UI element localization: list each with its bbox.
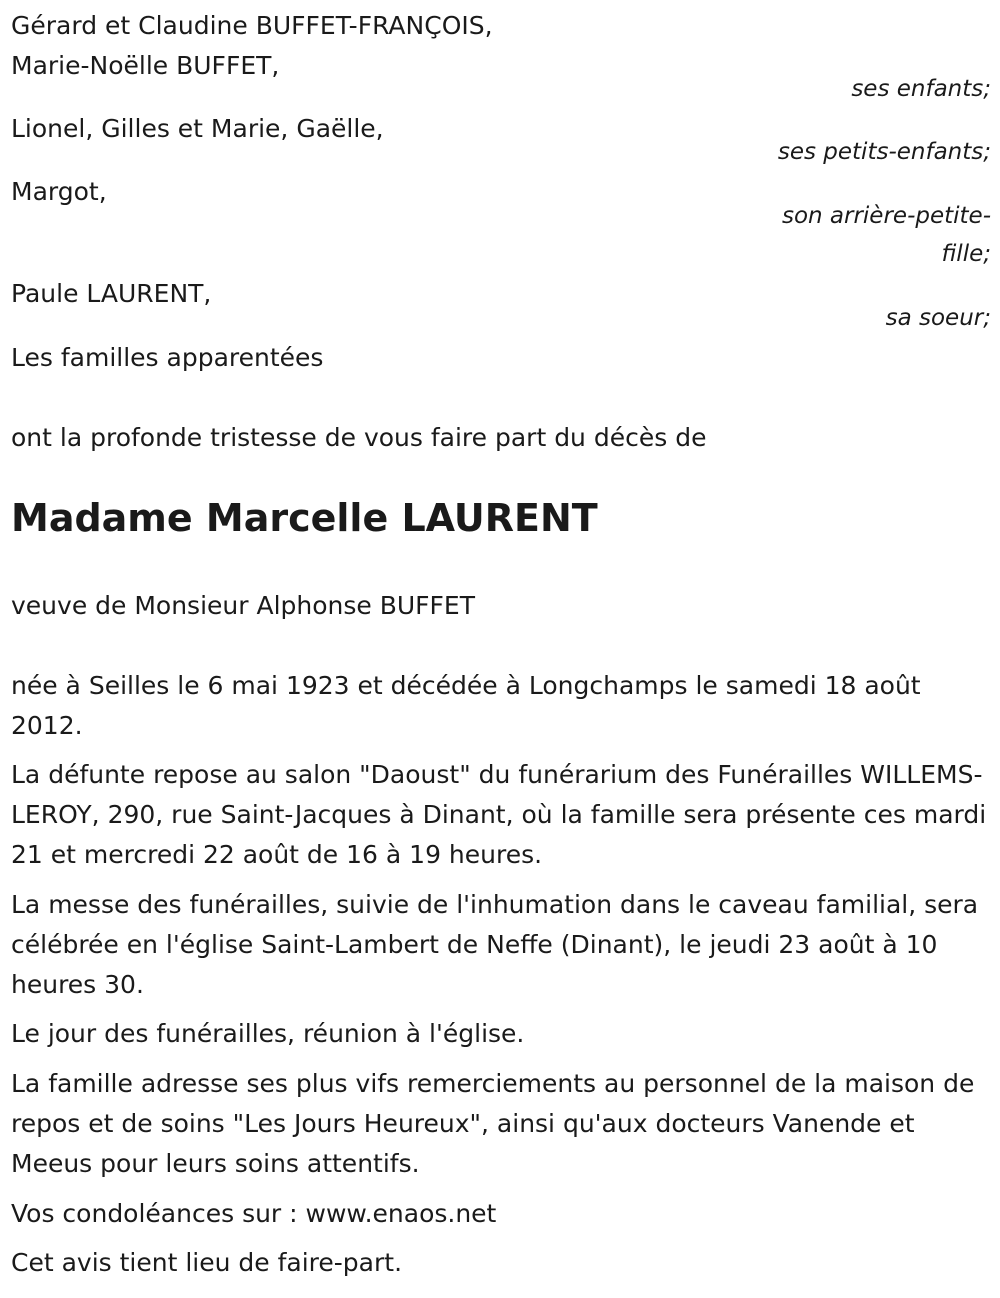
thanks-paragraph: La famille adresse ses plus vifs remerciements au personnel de la maison de repos et de soins "Les Jours Heureux", ainsi qu'aux docteurs Vanende et Meeus pour leurs soins attentifs. — [11, 1069, 975, 1178]
announcement-text: ont la profonde tristesse de vous faire part du décès de — [11, 423, 707, 452]
great-grandchild-name: Margot, — [11, 177, 107, 206]
relatives: Les familles apparentées — [11, 343, 324, 372]
sister-name: Paule LAURENT, — [11, 279, 212, 308]
mass-paragraph: La messe des funérailles, suivie de l'inhumation dans le caveau familial, sera célébrée en l'église Saint-Lambert de Neffe (Dinant), le jeudi 23 août à 10 heures 30. — [11, 890, 979, 999]
sister-role: sa soeur; — [885, 305, 991, 331]
great-grandchild-role: son arrière-petite-fille; — [781, 203, 991, 267]
deceased-name: Madame Marcelle LAURENT — [11, 496, 598, 540]
grandchildren-names: Lionel, Gilles et Marie, Gaëlle, — [11, 114, 384, 143]
great-grandchild-role-container — [751, 197, 991, 273]
birth-death-paragraph: née à Seilles le 6 mai 1923 et décédée à Longchamps le samedi 18 août 2012. — [11, 671, 921, 740]
grandchildren-role: ses petits-enfants; — [777, 139, 991, 165]
visitation-paragraph: La défunte repose au salon "Daoust" du funérarium des Funérailles WILLEMS-LEROY, 290, rue Saint-Jacques à Dinant, où la famille sera présente ces mardi 21 et mercredi 22 août de 16 à 19 heures. — [11, 760, 987, 869]
children-line-1: Gérard et Claudine BUFFET-FRANÇOIS, — [11, 11, 493, 40]
condolences-line: Vos condoléances sur : www.enaos.net — [11, 1199, 497, 1228]
meeting-paragraph: Le jour des funérailles, réunion à l'église. — [11, 1019, 525, 1048]
children-role: ses enfants; — [851, 76, 991, 102]
notice-line: Cet avis tient lieu de faire-part. — [11, 1248, 403, 1277]
widow-of: veuve de Monsieur Alphonse BUFFET — [11, 591, 476, 620]
children-line-2: Marie-Noëlle BUFFET, — [11, 51, 280, 80]
